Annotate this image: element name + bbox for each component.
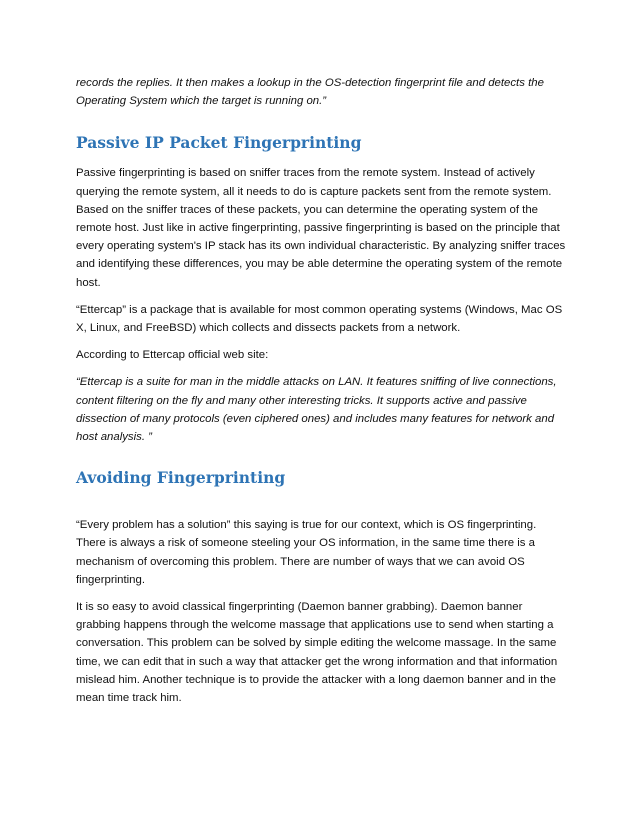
paragraph-passive-3: According to Ettercap official web site: <box>76 349 269 362</box>
heading-passive-fingerprinting: Passive IP Packet Fingerprinting <box>76 133 362 153</box>
heading-avoiding-fingerprinting: Avoiding Fingerprinting <box>76 468 286 488</box>
intro-quote: records the replies. It then makes a lookup in the OS-detection fingerprint file and detects the Operating System which the target is running on.” <box>76 77 544 108</box>
document-body <box>76 74 566 716</box>
paragraph-avoid-1: “Every problem has a solution” this saying is true for our context, which is OS fingerprinting. There is always a risk of someone steeling your OS information, in the same time there is a mechanism of overcoming this problem. There are number of ways that we can avoid OS fingerprinting. <box>76 519 537 586</box>
paragraph-passive-2: “Ettercap” is a package that is available for most common operating systems (Windows, Mac OS X, Linux, and FreeBSD) which collects and dissects packets from a network. <box>76 303 563 335</box>
paragraph-avoid-2: It is so easy to avoid classical fingerprinting (Daemon banner grabbing). Daemon banner grabbing happens through the welcome massage that applications use to send when starting a conversation. This problem can be solved by simple editing the welcome massage. In the same time, we can edit that in such a way that attacker get the wrong information and that information mislead him. Another technique is to provide the attacker with a long daemon banner and in the mean time track him. <box>76 601 558 705</box>
paragraph-passive-1: Passive fingerprinting is based on sniffer traces from the remote system. Instead of actively querying the remote system, all it needs to do is capture packets sent from the remote system. Based on the sniffer traces of these packets, you can determine the operating system of the remote host. Just like in active fingerprinting, passive fingerprinting is based on the principle that every operating system's IP stack has its own individual characteristic. By analyzing sniffer traces and identifying these differences, you may be able determine the operating system of the remote host. <box>76 167 566 289</box>
ettercap-quote: “Ettercap is a suite for man in the middle attacks on LAN. It features sniffing of live connections, content filtering on the fly and many other interesting tricks. It supports active and passive dissection of many protocols (even ciphered ones) and includes many features for network and host analysis. ” <box>76 376 557 444</box>
